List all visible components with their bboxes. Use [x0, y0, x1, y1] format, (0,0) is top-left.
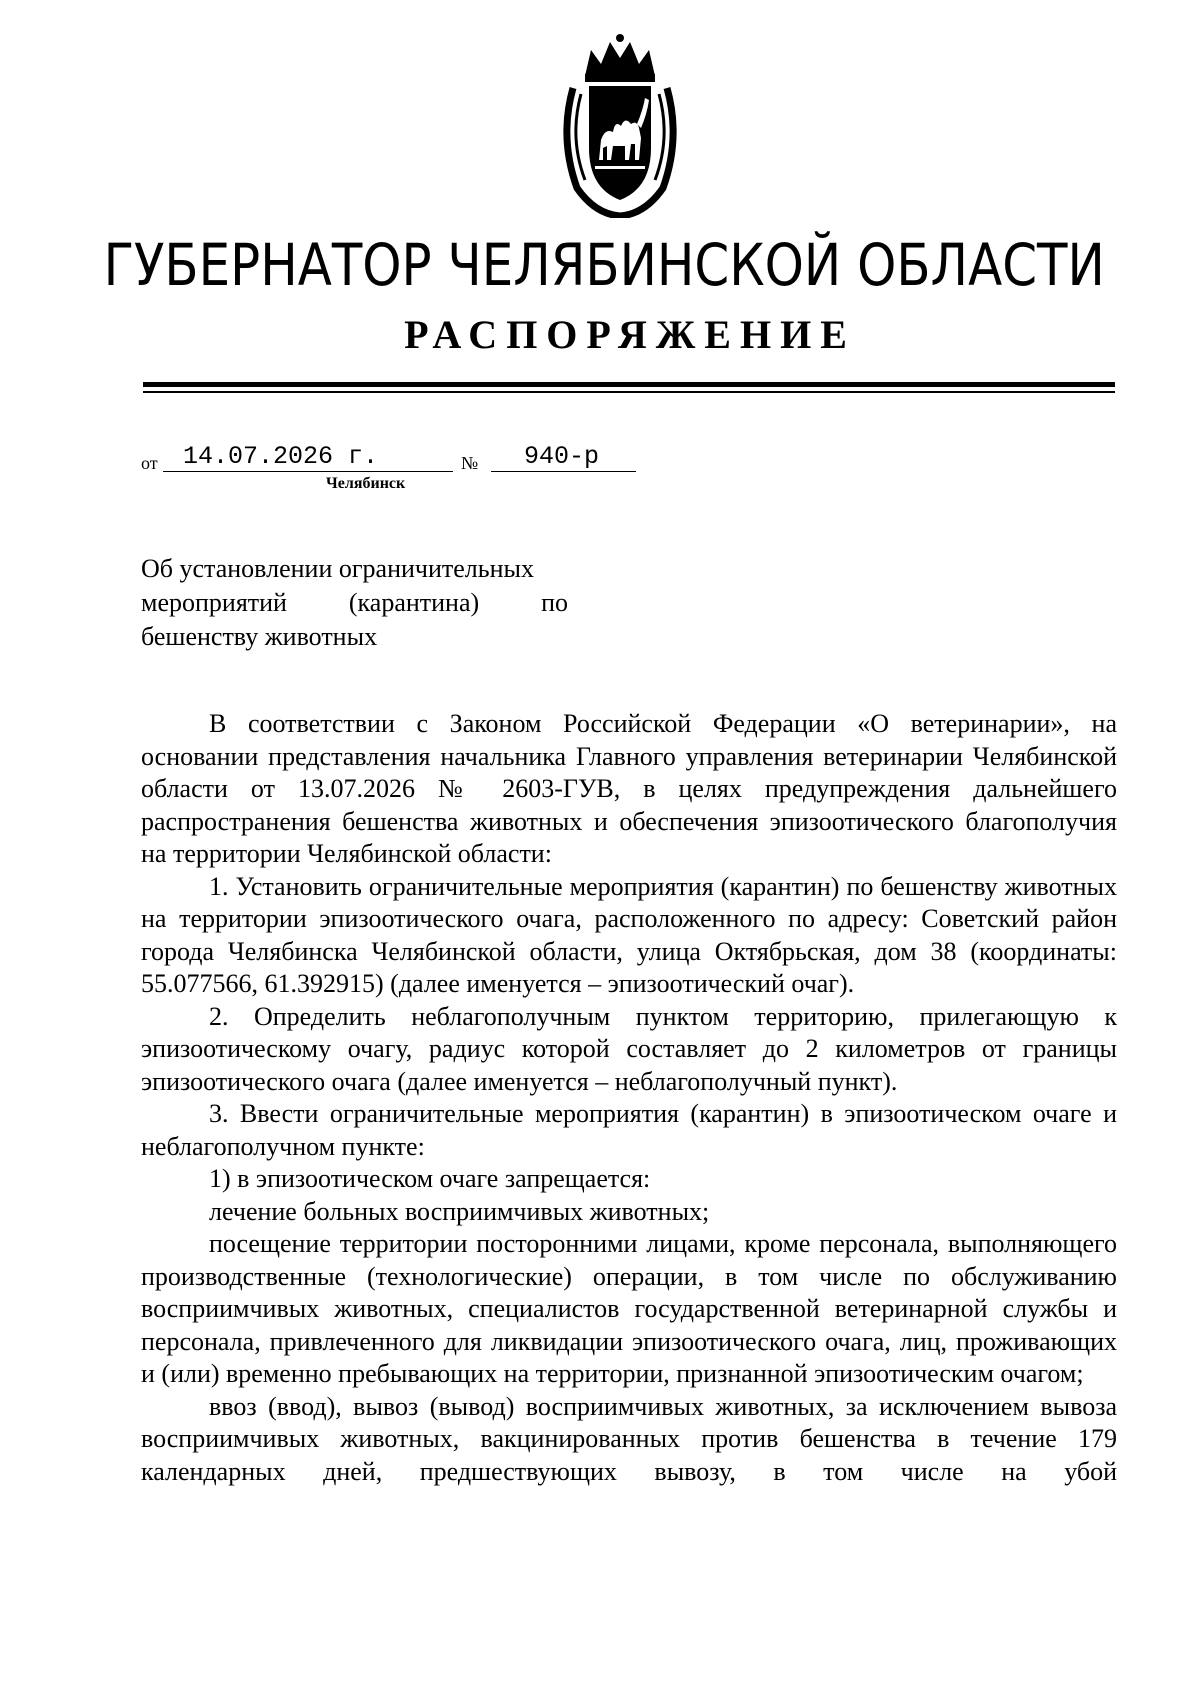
subject-line-1: Об установлении ограничительных: [141, 554, 535, 583]
item-3-paragraph: 3. Ввести ограничительные мероприятия (карантин) в эпизоотическом очаге и неблагополучном пункте:: [141, 1099, 1117, 1161]
subject-line-3: бешенству животных: [141, 622, 378, 651]
header-divider-thin: [143, 391, 1115, 393]
item-1-paragraph: 1. Установить ограничительные мероприятия (карантин) по бешенству животных на территории эпизоотического очага, расположенного по адресу: Советский район города Челябинска Челябинской области, улица Октябрьская, дом 38 (координаты: 55.077566, 61.392915) (далее именуется – эпизоотический очаг).: [141, 871, 1117, 998]
item-3-1-paragraph: 1) в эпизоотическом очаге запрещается:: [209, 1164, 651, 1193]
item-3-1-a-paragraph: лечение больных восприимчивых животных;: [209, 1196, 710, 1226]
document-body: [141, 708, 1117, 1488]
document-type-heading: РАСПОРЯЖЕНИЕ: [404, 312, 856, 357]
item-3-1-b-paragraph: посещение территории посторонними лицами, кроме персонала, выполняющего производственные (технологические) операции, в том числе по обслуживанию восприимчивых животных, специалистов государственной ветеринарной службы и персонала, привлеченного для ликвидации эпизоотического очага, лиц, проживающих и (или) временно пребывающих на территории, признанной эпизоотическим очагом;: [141, 1229, 1117, 1388]
issuer-title: ГУБЕРНАТОР ЧЕЛЯБИНСКОЙ ОБЛАСТИ: [103, 231, 1105, 299]
item-3-1-c-paragraph: ввоз (ввод), вывоз (вывод) восприимчивых животных, за исключением вывоза восприимчивых животных, вакцинированных против бешенства в течение 179 календарных дней, предшествующих вывозу, в том числе на убой: [141, 1391, 1117, 1486]
subject-line-2: мероприятий (карантина) по: [141, 588, 568, 617]
date-prefix: от: [141, 453, 158, 473]
header-divider-thick: [143, 382, 1115, 387]
place-of-issue: Челябинск: [326, 475, 406, 492]
preamble-paragraph: В соответствии с Законом Российской Федерации «О ветеринарии», на основании представления начальника Главного управления ветеринарии Челябинской области от 13.07.2026 № 2603-ГУВ, в целях предупреждения дальнейшего распространения бешенства животных и обеспечения эпизоотического благополучия на территории Челябинской области:: [141, 709, 1117, 868]
document-number: 940-р: [491, 440, 636, 472]
number-sign: №: [461, 453, 479, 473]
chelyabinsk-coat-of-arms-emblem: [555, 28, 685, 218]
document-date: 14.07.2026 г.: [163, 440, 453, 472]
item-2-paragraph: 2. Определить неблагополучным пунктом территорию, прилегающую к эпизоотическому очагу, радиус которой составляет до 2 километров от границы эпизоотического очага (далее именуется – неблагополучный пункт).: [141, 1001, 1117, 1096]
document-subject: [141, 552, 568, 654]
